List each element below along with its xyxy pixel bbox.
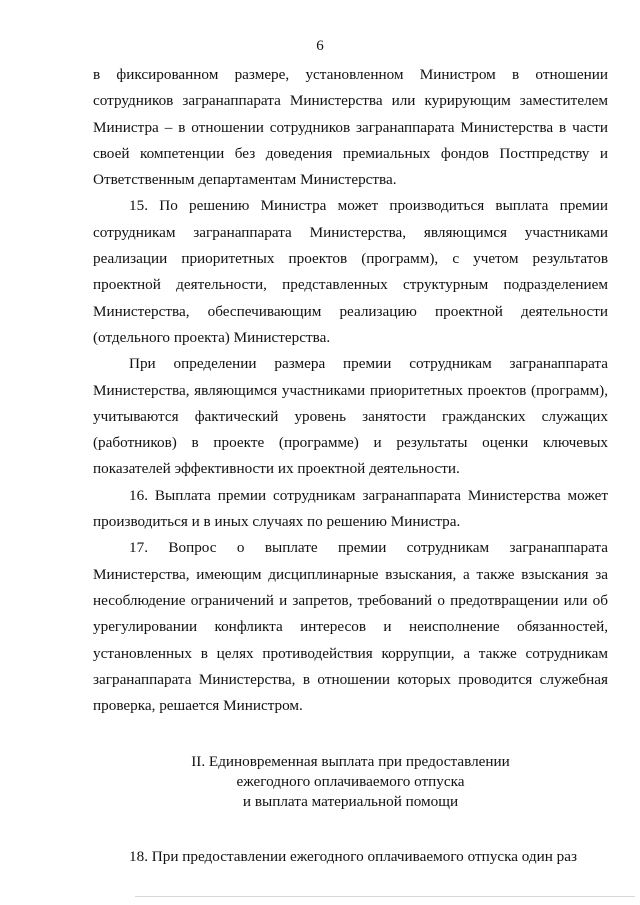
paragraph-18: 18. При предоставлении ежегодного оплачиваемого отпуска один раз [129, 848, 578, 866]
section-heading-line-1: II. Единовременная выплата при предоставлении [191, 753, 510, 771]
section-heading-line-3: и выплата материальной помощи [242, 793, 459, 811]
paragraph-continuation: в фиксированном размере, установленном Министром в отношении сотрудников загранаппарата Министерства или курирующим заместителем Министра – в отношении сотрудников загранаппарата Министерства в части своей компетенции без доведения премиальных фондов Постпредству и Ответственным департаментам Министерства. [93, 66, 608, 189]
page-number: 6 [316, 38, 324, 54]
document-body [93, 62, 608, 871]
section-heading-line-2: ежегодного оплачиваемого отпуска [236, 773, 465, 791]
paragraph-15-continued: При определении размера премии сотрудникам загранаппарата Министерства, являющимся участниками приоритетных проектов (программ), учитываются фактический уровень занятости гражданских служащих (работников) в проекте (программе) и результаты оценки ключевых показателей эффективности их проектной деятельности. [93, 355, 608, 478]
paragraph-17: 17. Вопрос о выплате премии сотрудникам загранаппарата Министерства, имеющим дисциплинарные взыскания, а также взыскания за несоблюдение ограничений и запретов, требований о предотвращении или об урегулировании конфликта интересов и неисполнение обязанностей, установленных в целях противодействия коррупции, а также сотрудникам загранаппарата Министерства, в отношении которых проводится служебная проверка, решается Министром. [93, 539, 608, 715]
section-heading [93, 752, 608, 812]
page-bottom-edge [135, 896, 635, 897]
paragraph-16: 16. Выплата премии сотрудникам загранаппарата Министерства может производиться и в иных случаях по решению Министра. [93, 486, 608, 531]
paragraph-15: 15. По решению Министра может производиться выплата премии сотрудникам загранаппарата Министерства, являющимся участниками реализации приоритетных проектов (программ), с учетом результатов проектной деятельности, представленных структурным подразделением Министерства, обеспечивающим реализацию проектной деятельности (отдельного проекта) Министерства. [93, 197, 608, 346]
